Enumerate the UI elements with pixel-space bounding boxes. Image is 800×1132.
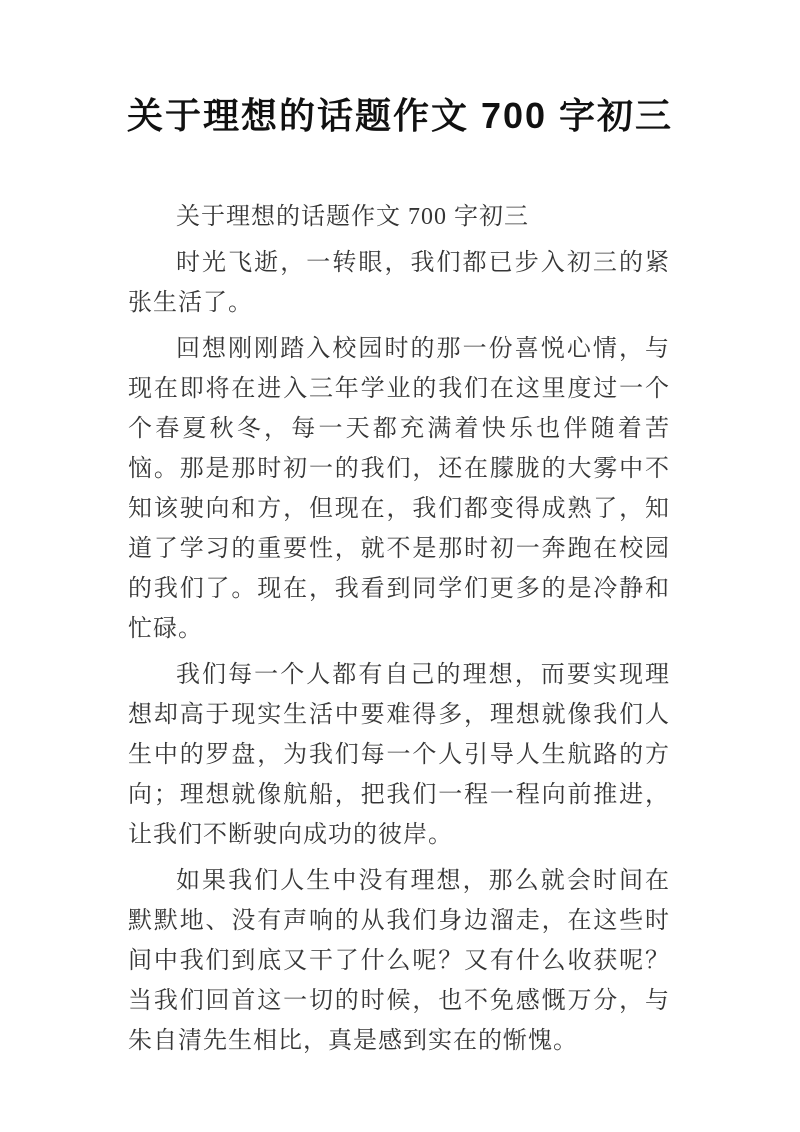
paragraph-ideal: 我们每一个人都有自己的理想，而要实现理想却高于现实生活中要难得多，理想就像我们人生中的罗盘，为我们每一个人引导人生航路的方向；理想就像航船，把我们一程一程向前推进，让我们不断驶向成功的彼岸。 (128, 662, 670, 848)
paragraph-heading-line: 关于理想的话题作文 700 字初三 (176, 204, 529, 230)
paragraph-conclusion: 如果我们人生中没有理想，那么就会时间在默默地、没有声响的从我们身边溜走，在这些时间中我们到底又干了什么呢？又有什么收获呢？当我们回首这一切的时候，也不免感慨万分，与朱自清先生相比，真是感到实在的惭愧。 (128, 868, 670, 1054)
paragraph-intro: 时光飞逝，一转眼，我们都已步入初三的紧张生活了。 (128, 250, 670, 316)
document-body (128, 197, 670, 1061)
page-title: 关于理想的话题作文 700 字初三 (126, 95, 674, 136)
paragraph-recall: 回想刚刚踏入校园时的那一份喜悦心情，与现在即将在进入三年学业的我们在这里度过一个个春夏秋冬，每一天都充满着快乐也伴随着苦恼。那是那时初一的我们，还在朦胧的大雾中不知该驶向和方，但现在，我们都变得成熟了，知道了学习的重要性，就不是那时初一奔跑在校园的我们了。现在，我看到同学们更多的是冷静和忙碌。 (128, 336, 670, 642)
